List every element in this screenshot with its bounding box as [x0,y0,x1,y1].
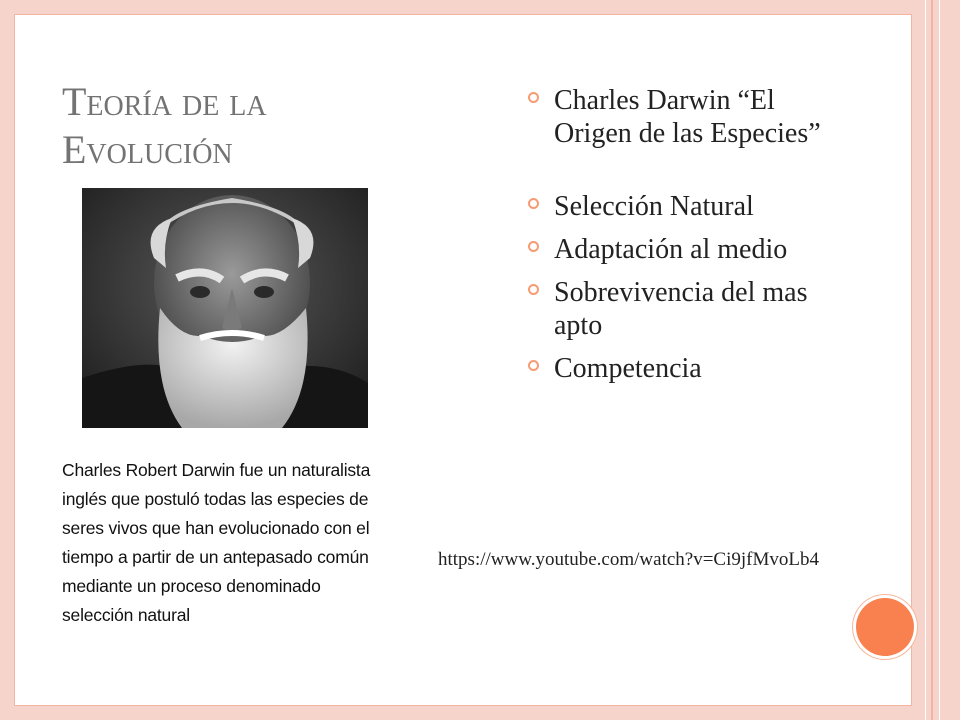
frame-right-stripe [925,0,926,720]
darwin-portrait [82,188,368,428]
bullet-text: Competencia [554,353,702,384]
bullet-item [528,233,848,266]
frame-left [0,0,14,720]
ring-bullet-icon [528,241,539,252]
frame-right-stripe [939,0,940,720]
bullet-list [528,84,848,395]
bullet-item [528,84,848,150]
youtube-link[interactable]: https://www.youtube.com/watch?v=Ci9jfMvoLb4 [438,549,819,570]
darwin-caption: Charles Robert Darwin fue un naturalista inglés que postuló todas las especies de seres vivos que han evolucionado con el tiempo a partir de un antepasado común mediante un proceso denominado selección natural [62,460,371,625]
slide-title [62,78,382,174]
frame-top [14,0,912,14]
ring-bullet-icon [528,198,539,209]
bullet-text: Sobrevivencia del mas apto [554,277,808,341]
frame-right [912,0,960,720]
ring-bullet-icon [528,360,539,371]
bullet-text: Adaptación al medio [554,234,788,265]
title-line-1: Teoría de la [62,79,267,124]
bullet-text: Charles Darwin “El Origen de las Especies” [554,85,821,149]
frame-bottom [14,706,912,720]
bullet-text: Selección Natural [554,191,754,222]
ring-bullet-icon [528,284,539,295]
bullet-item [528,190,848,223]
bullet-item [528,276,848,342]
decorative-circle [856,598,914,656]
frame-right-stripe [931,0,933,720]
title-line-2: Evolución [62,127,233,172]
bullet-item [528,352,848,385]
ring-bullet-icon [528,92,539,103]
portrait-illustration [82,188,368,428]
